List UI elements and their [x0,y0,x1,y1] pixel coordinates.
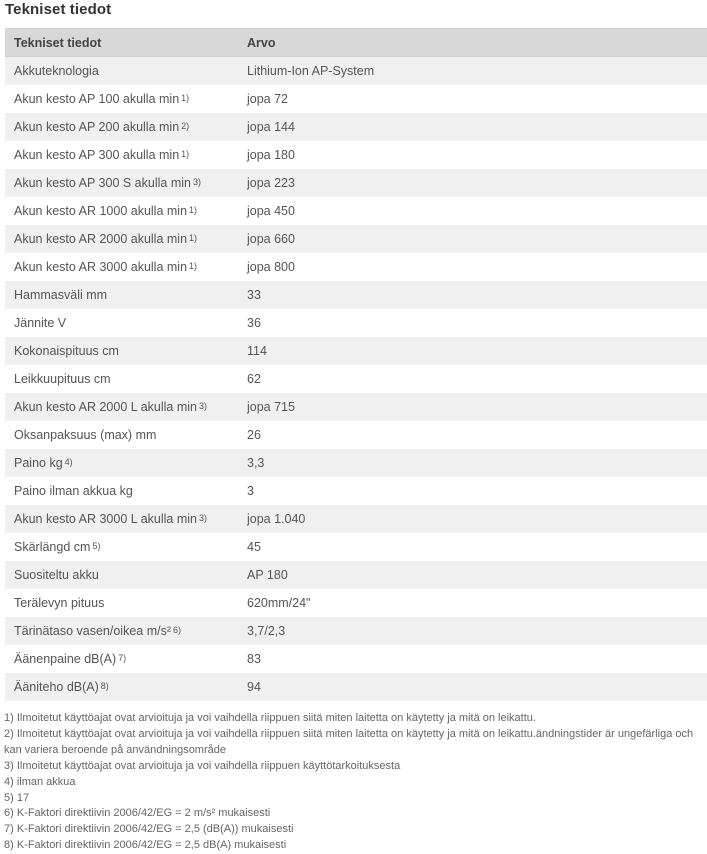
spec-value: jopa 715 [247,400,295,414]
footnote-ref: 2) [181,121,190,131]
footnote-ref: 1) [181,93,190,103]
spec-value: 94 [247,680,261,694]
spec-label [5,624,247,638]
spec-label [5,484,247,498]
spec-label [5,652,247,666]
spec-label [5,260,247,274]
table-row [5,589,707,617]
spec-label [5,456,247,470]
spec-value: jopa 223 [247,176,295,190]
footnote: 5) 17 [4,791,30,804]
footnote-ref: 3) [198,401,207,411]
spec-value: 36 [247,316,261,330]
footnote-ref: 1) [189,261,198,271]
spec-value: 45 [247,540,261,554]
spec-label-text: Kokonaispituus cm [14,344,119,358]
spec-value: jopa 180 [247,148,295,162]
spec-value: jopa 450 [247,204,295,218]
spec-label-text: Hammasväli mm [14,288,108,302]
table-row [5,505,707,533]
spec-label [5,428,247,442]
table-row [5,365,707,393]
table-row [5,617,707,645]
table-row [5,309,707,337]
spec-value: jopa 660 [247,232,295,246]
spec-label-text: Akun kesto AR 3000 akulla min [14,260,188,274]
footnote-ref: 1) [189,233,198,243]
spec-label-text: Suositeltu akku [14,568,99,582]
header-label: Tekniset tiedot [14,35,102,50]
spec-value: 114 [247,344,267,358]
spec-value: 3,7/2,3 [247,624,286,638]
spec-label-text: Akun kesto AR 1000 akulla min [14,204,188,218]
table-row [5,645,707,673]
spec-value: jopa 1.040 [247,512,306,526]
spec-label-text: Akun kesto AP 200 akulla min [14,120,180,134]
spec-label-text: Paino kg [14,456,63,470]
spec-label [5,400,247,414]
footnote-ref: 7) [118,653,127,663]
footnote-ref: 8) [100,681,109,691]
table-row [5,57,707,85]
spec-label [5,232,247,246]
spec-label [5,316,247,330]
table-row [5,169,707,197]
footnote-ref: 3) [192,177,201,187]
spec-label-text: Tärinätaso vasen/oikea m/s² [14,624,172,638]
table-row [5,477,707,505]
spec-label-text: Akun kesto AP 100 akulla min [14,92,180,106]
footnote: 3) Ilmoitetut käyttöajat ovat arvioituja ja voi vaihdella riippuen käyttötarkoituksesta [4,759,401,772]
spec-value: 3,3 [247,456,265,470]
spec-value: 33 [247,288,261,302]
spec-value: 26 [247,428,261,442]
spec-label [5,344,247,358]
spec-value: jopa 72 [247,92,289,106]
spec-value: Lithium-Ion AP-System [247,64,375,78]
spec-label-text: Paino ilman akkua kg [14,484,133,498]
table-row [5,673,707,701]
table-row [5,281,707,309]
footnote: 4) ilman akkua [4,775,76,788]
spec-value: AP 180 [247,568,288,582]
spec-label-text: Akkuteknologia [14,64,99,78]
table-row [5,85,707,113]
spec-label [5,204,247,218]
table-row [5,337,707,365]
footnote-ref: 5) [92,541,101,551]
footnotes [4,711,704,854]
spec-label [5,92,247,106]
table-row [5,225,707,253]
footnote-ref: 6) [173,625,182,635]
spec-label-text: Akun kesto AP 300 akulla min [14,148,180,162]
spec-label-text: Terälevyn pituus [14,596,105,610]
spec-value: 83 [247,652,261,666]
spec-label-text: Akun kesto AP 300 S akulla min [14,176,191,190]
spec-label [5,288,247,302]
spec-label-text: Skärlängd cm [14,540,91,554]
table-row [5,141,707,169]
spec-label [5,120,247,134]
spec-label [5,176,247,190]
spec-table [5,28,707,701]
footnote-ref: 4) [64,457,73,467]
table-row [5,421,707,449]
spec-value: 3 [247,484,254,498]
spec-label [5,568,247,582]
footnote: 7) K-Faktori direktiivin 2006/42/EG = 2,5 (dB(A)) mukaisesti [4,823,294,836]
footnote: 2) Ilmoitetut käyttöajat ovat arvioituja ja voi vaihdella riippuen siitä miten laitetta on käytetty ja mitä on leikattu.ändningstider är ungefärliga och kan variera beroende på användningsområde [4,727,694,756]
spec-label-text: Akun kesto AR 3000 L akulla min [14,512,197,526]
table-body [5,57,707,701]
spec-label-text: Leikkuupituus cm [14,372,111,386]
table-row [5,393,707,421]
spec-label [5,680,247,694]
footnote: 6) K-Faktori direktiivin 2006/42/EG = 2 m/s² mukaisesti [4,807,271,820]
spec-label [5,512,247,526]
spec-label [5,148,247,162]
spec-label-text: Jännite V [14,316,67,330]
spec-label-text: Akun kesto AR 2000 akulla min [14,232,188,246]
spec-label [5,64,247,78]
spec-value: 620mm/24" [247,596,311,610]
spec-value: jopa 144 [247,120,295,134]
footnote-ref: 3) [198,513,207,523]
spec-label [5,540,247,554]
spec-label-text: Äänenpaine dB(A) [14,652,117,666]
spec-label-text: Akun kesto AR 2000 L akulla min [14,400,197,414]
footnote-ref: 1) [181,149,190,159]
table-row [5,197,707,225]
header-value: Arvo [247,35,276,50]
spec-label [5,596,247,610]
footnote-ref: 1) [189,205,198,215]
table-row [5,449,707,477]
table-row [5,113,707,141]
footnote: 1) Ilmoitetut käyttöajat ovat arvioituja ja voi vaihdella riippuen siitä miten laitetta on käytetty ja mitä on leikattu. [4,712,536,724]
table-header-row [5,28,707,57]
spec-label-text: Oksanpaksuus (max) mm [14,428,157,442]
spec-label-text: Ääniteho dB(A) [14,680,99,694]
table-row [5,533,707,561]
spec-value: jopa 800 [247,260,295,274]
section-title: Tekniset tiedot [5,1,112,18]
spec-label [5,372,247,386]
footnote: 8) K-Faktori direktiivin 2006/42/EG = 2,5 dB(A) mukaisesti [4,839,287,852]
table-row [5,561,707,589]
table-row [5,253,707,281]
spec-value: 62 [247,372,261,386]
